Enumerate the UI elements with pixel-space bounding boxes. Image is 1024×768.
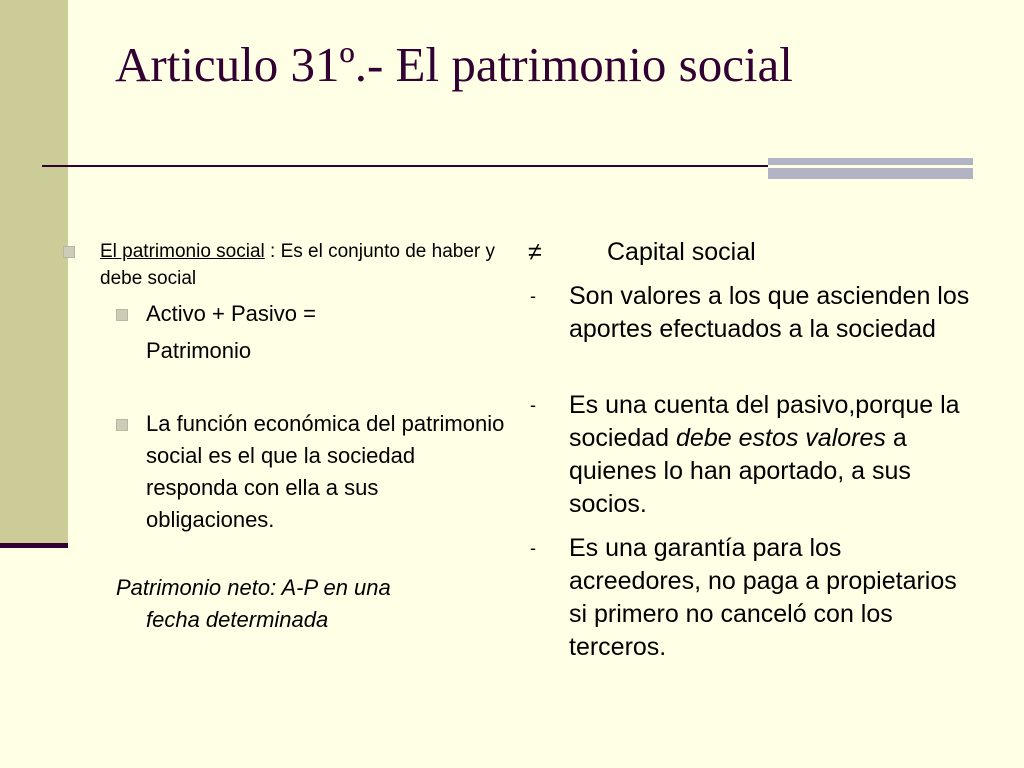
left-accent-band [0, 0, 68, 545]
dash-bullet: - [530, 538, 536, 558]
capital-item-3-text: Es una garantía para los acreedores, no paga a propietarios si primero no canceló con los terceros. [569, 534, 957, 661]
intro-rest: : Es el conjunto de haber y debe social [100, 241, 496, 289]
patrimonio-neto-text [116, 572, 476, 636]
neto-line-2: fecha determinada [146, 607, 329, 632]
left-band-underline [0, 543, 68, 548]
capital-item-1-text: Son valores a los que ascienden los aportes efectuados a la sociedad [569, 282, 970, 343]
not-equal-icon: ≠ [528, 238, 542, 266]
dash-bullet: - [530, 286, 536, 306]
sub-bullet-function: La función económica del patrimonio social es el que la sociedad responda con ella a sus obligaciones. [146, 411, 505, 532]
capital-social-label: Capital social [607, 238, 756, 266]
square-bullet-icon [116, 309, 128, 321]
square-bullet-icon [63, 246, 75, 258]
capital-item-2-text [569, 389, 979, 521]
square-bullet-icon [116, 419, 128, 431]
slide-title: Articulo 31º.- El patrimonio social [115, 37, 793, 92]
intro-bullet [100, 238, 510, 292]
title-accent-bar [768, 158, 973, 179]
item-2-post: a quienes lo han aportado, a sus socios. [569, 424, 911, 518]
item-2-emphasis: debe estos valores [676, 424, 886, 452]
item-2-pre: Es una cuenta del pasivo,porque la sociedad [569, 391, 960, 452]
sub-bullet-equation [146, 298, 506, 367]
dash-bullet: - [530, 395, 536, 415]
equation-line-1: Activo + Pasivo = [146, 301, 316, 326]
intro-term: El patrimonio social [100, 241, 265, 262]
equation-line-2: Patrimonio [146, 338, 252, 363]
neto-line-1: Patrimonio neto: A-P en una [116, 575, 391, 600]
